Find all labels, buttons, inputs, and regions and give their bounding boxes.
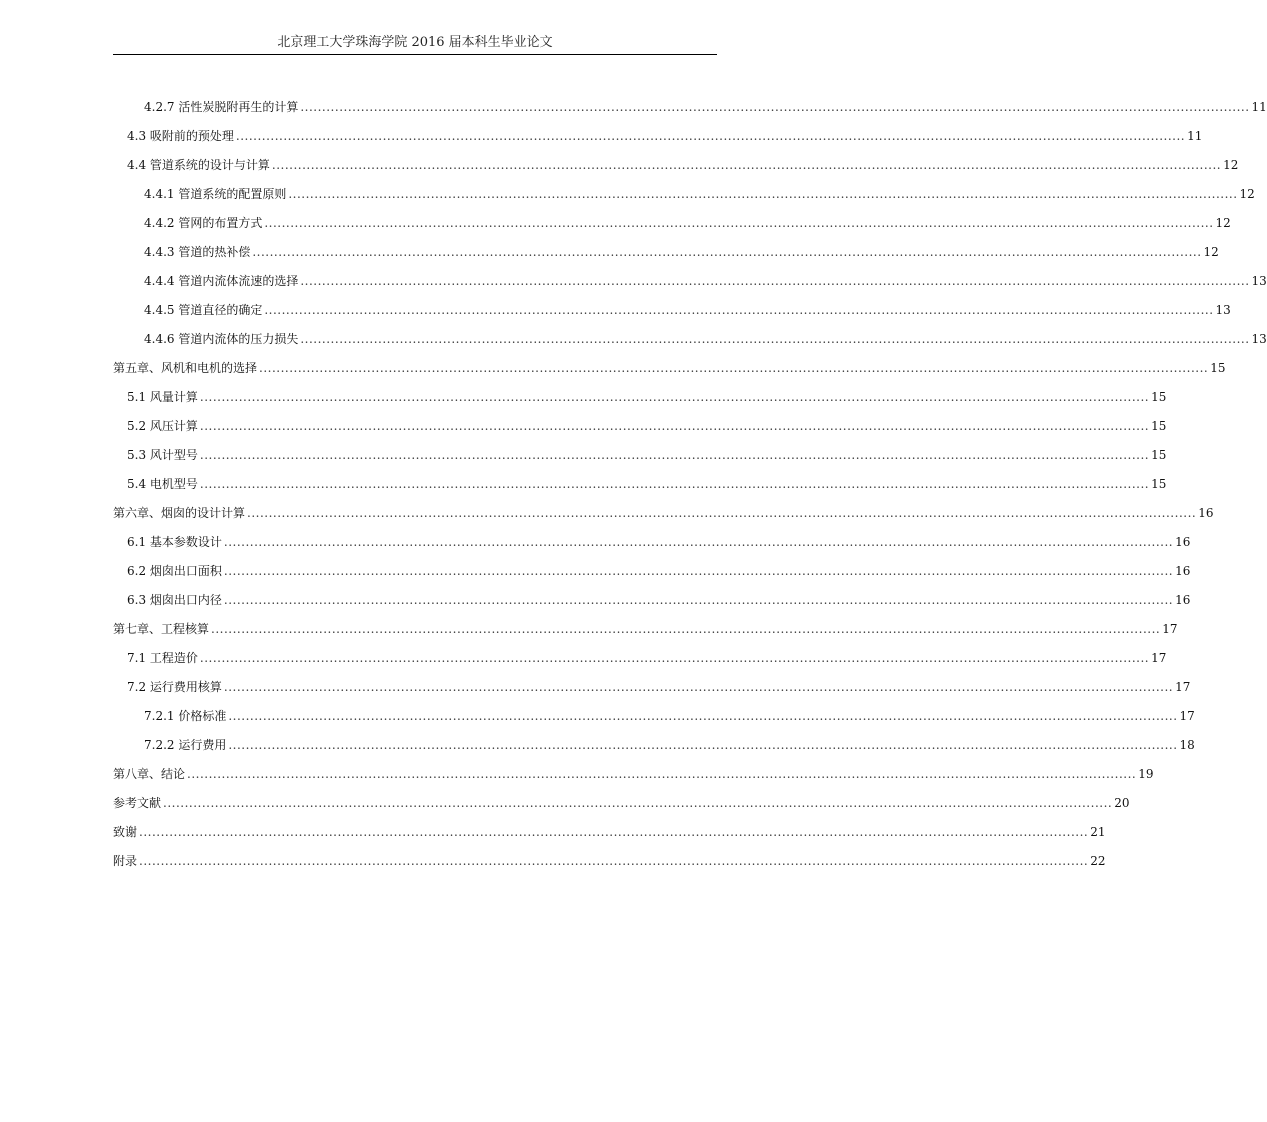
toc-entry[interactable] — [113, 267, 1267, 296]
toc-entry-page-number: 13 — [1215, 303, 1231, 317]
toc-dot-leader: ............................................................................................................................................................................................................................ — [199, 390, 1150, 404]
toc-entry-page-number: 16 — [1175, 593, 1191, 607]
toc-entry-page-number: 11 — [1251, 100, 1267, 114]
toc-entry-page-number: 12 — [1223, 158, 1239, 172]
toc-entry[interactable] — [113, 557, 1191, 586]
toc-entry-label: 5.2 风压计算 — [127, 419, 198, 433]
toc-entry-label: 致谢 — [113, 825, 138, 839]
toc-dot-leader: ............................................................................................................................................................................................................................ — [199, 448, 1150, 462]
toc-dot-leader: ............................................................................................................................................................................................................................ — [300, 100, 1250, 114]
toc-entry-label: 附录 — [113, 854, 138, 868]
toc-entry-label: 7.2.2 运行费用 — [144, 738, 227, 752]
toc-entry-page-number: 16 — [1175, 564, 1191, 578]
toc-dot-leader: ............................................................................................................................................................................................................................ — [223, 680, 1174, 694]
toc-dot-leader: ............................................................................................................................................................................................................................ — [228, 709, 1178, 723]
toc-entry[interactable] — [113, 296, 1231, 325]
toc-entry[interactable] — [113, 122, 1203, 151]
toc-dot-leader: ............................................................................................................................................................................................................................ — [288, 187, 1238, 201]
toc-dot-leader: ............................................................................................................................................................................................................................ — [223, 535, 1174, 549]
toc-dot-leader: ............................................................................................................................................................................................................................ — [187, 767, 1137, 781]
toc-dot-leader: ............................................................................................................................................................................................................................ — [264, 303, 1214, 317]
toc-entry[interactable] — [113, 383, 1167, 412]
toc-entry-label: 第五章、风机和电机的选择 — [113, 361, 258, 375]
toc-entry[interactable] — [113, 789, 1130, 818]
toc-entry-page-number: 16 — [1175, 535, 1191, 549]
page-header-title: 北京理工大学珠海学院 2016 届本科生毕业论文 — [277, 35, 553, 50]
toc-entry[interactable] — [113, 325, 1267, 354]
toc-entry[interactable] — [113, 528, 1191, 557]
toc-entry-label: 4.4.2 管网的布置方式 — [144, 216, 263, 230]
toc-dot-leader: ............................................................................................................................................................................................................................ — [228, 738, 1178, 752]
toc-entry-page-number: 11 — [1187, 129, 1203, 143]
toc-entry-page-number: 22 — [1090, 854, 1106, 868]
toc-entry[interactable] — [113, 586, 1191, 615]
toc-entry-page-number: 19 — [1138, 767, 1154, 781]
toc-entry-label: 第七章、工程核算 — [113, 622, 210, 636]
toc-dot-leader: ............................................................................................................................................................................................................................ — [252, 245, 1202, 259]
toc-entry-label: 4.3 吸附前的预处理 — [127, 129, 234, 143]
toc-entry-page-number: 15 — [1151, 390, 1167, 404]
toc-entry[interactable] — [113, 209, 1231, 238]
toc-entry-label: 第六章、烟囱的设计计算 — [113, 506, 246, 520]
toc-entry-label: 7.2 运行费用核算 — [127, 680, 222, 694]
toc-dot-leader: ............................................................................................................................................................................................................................ — [211, 622, 1161, 636]
toc-entry-label: 5.4 电机型号 — [127, 477, 198, 491]
toc-entry-page-number: 13 — [1251, 274, 1267, 288]
toc-dot-leader: ............................................................................................................................................................................................................................ — [235, 129, 1186, 143]
toc-entry-label: 6.2 烟囱出口面积 — [127, 564, 222, 578]
toc-entry-label: 5.3 风计型号 — [127, 448, 198, 462]
toc-entry-page-number: 12 — [1215, 216, 1231, 230]
toc-entry[interactable] — [113, 470, 1167, 499]
toc-entry-page-number: 16 — [1198, 506, 1214, 520]
toc-entry-page-number: 15 — [1151, 448, 1167, 462]
toc-entry-label: 4.4.1 管道系统的配置原则 — [144, 187, 287, 201]
toc-entry-label: 4.4 管道系统的设计与计算 — [127, 158, 270, 172]
table-of-contents — [113, 93, 1267, 876]
toc-entry-page-number: 15 — [1151, 419, 1167, 433]
toc-entry[interactable] — [113, 644, 1167, 673]
toc-entry-label: 4.2.7 活性炭脱附再生的计算 — [144, 100, 299, 114]
toc-entry-page-number: 18 — [1179, 738, 1195, 752]
toc-entry-page-number: 13 — [1251, 332, 1267, 346]
toc-entry-label: 4.4.4 管道内流体流速的选择 — [144, 274, 299, 288]
toc-entry-page-number: 21 — [1090, 825, 1106, 839]
toc-entry-label: 4.4.3 管道的热补偿 — [144, 245, 251, 259]
toc-entry-page-number: 20 — [1114, 796, 1130, 810]
toc-entry-page-number: 15 — [1151, 477, 1167, 491]
toc-dot-leader: ............................................................................................................................................................................................................................ — [199, 477, 1150, 491]
toc-entry-label: 7.1 工程造价 — [127, 651, 198, 665]
toc-dot-leader: ............................................................................................................................................................................................................................ — [199, 419, 1150, 433]
toc-dot-leader: ............................................................................................................................................................................................................................ — [163, 796, 1113, 810]
toc-entry-label: 4.4.5 管道直径的确定 — [144, 303, 263, 317]
toc-entry-page-number: 12 — [1203, 245, 1219, 259]
toc-entry-page-number: 12 — [1239, 187, 1255, 201]
toc-dot-leader: ............................................................................................................................................................................................................................ — [271, 158, 1222, 172]
toc-entry[interactable] — [113, 702, 1195, 731]
toc-entry[interactable] — [113, 818, 1106, 847]
toc-entry[interactable] — [113, 673, 1191, 702]
toc-entry-page-number: 15 — [1210, 361, 1226, 375]
toc-dot-leader: ............................................................................................................................................................................................................................ — [223, 564, 1174, 578]
toc-entry-label: 4.4.6 管道内流体的压力损失 — [144, 332, 299, 346]
toc-dot-leader: ............................................................................................................................................................................................................................ — [139, 854, 1089, 868]
toc-entry[interactable] — [113, 760, 1154, 789]
toc-entry[interactable] — [113, 238, 1219, 267]
toc-entry-label: 6.1 基本参数设计 — [127, 535, 222, 549]
toc-entry-label: 第八章、结论 — [113, 767, 186, 781]
toc-dot-leader: ............................................................................................................................................................................................................................ — [247, 506, 1197, 520]
toc-entry[interactable] — [113, 847, 1106, 876]
toc-entry-label: 6.3 烟囱出口内径 — [127, 593, 222, 607]
toc-entry-page-number: 17 — [1162, 622, 1178, 636]
toc-dot-leader: ............................................................................................................................................................................................................................ — [264, 216, 1214, 230]
toc-entry-page-number: 17 — [1179, 709, 1195, 723]
toc-dot-leader: ............................................................................................................................................................................................................................ — [300, 274, 1250, 288]
toc-entry-label: 5.1 风量计算 — [127, 390, 198, 404]
toc-entry[interactable] — [113, 354, 1226, 383]
toc-entry[interactable] — [113, 499, 1214, 528]
toc-entry[interactable] — [113, 151, 1239, 180]
toc-entry-label: 参考文献 — [113, 796, 162, 810]
toc-dot-leader: ............................................................................................................................................................................................................................ — [259, 361, 1209, 375]
toc-entry-page-number: 17 — [1175, 680, 1191, 694]
toc-entry[interactable] — [113, 615, 1178, 644]
toc-dot-leader: ............................................................................................................................................................................................................................ — [139, 825, 1089, 839]
toc-entry[interactable] — [113, 412, 1167, 441]
toc-entry[interactable] — [113, 93, 1267, 122]
toc-dot-leader: ............................................................................................................................................................................................................................ — [223, 593, 1174, 607]
toc-entry-label: 7.2.1 价格标准 — [144, 709, 227, 723]
toc-dot-leader: ............................................................................................................................................................................................................................ — [199, 651, 1150, 665]
toc-entry[interactable] — [113, 731, 1195, 760]
toc-entry[interactable] — [113, 180, 1255, 209]
toc-dot-leader: ............................................................................................................................................................................................................................ — [300, 332, 1250, 346]
header-divider — [113, 54, 717, 55]
toc-entry-page-number: 17 — [1151, 651, 1167, 665]
toc-entry[interactable] — [113, 441, 1167, 470]
